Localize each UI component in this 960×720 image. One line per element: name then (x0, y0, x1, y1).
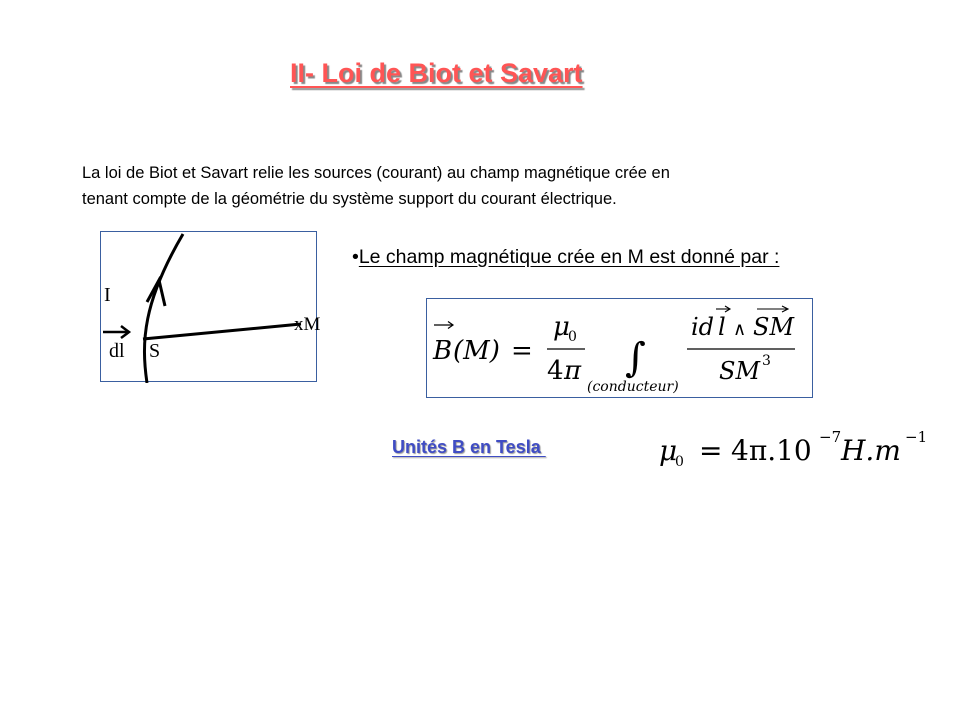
intro-paragraph (82, 160, 862, 212)
formula-integral: ∫ (625, 335, 646, 381)
wire-diagram-svg (101, 232, 321, 383)
mu0-symbol: μ (659, 434, 678, 467)
formula-den-SM: SM (719, 357, 761, 385)
formula-B-arg: (M) (453, 336, 500, 366)
label-dl: dl (109, 340, 125, 362)
formula-num-l: l (718, 313, 726, 341)
mu0-exponent: −7 (819, 428, 842, 446)
s-to-m-line (143, 324, 301, 339)
mu0-unit-exp: −1 (905, 428, 928, 446)
mu0-unit: H.m (841, 434, 901, 467)
mu0-constant (655, 418, 935, 478)
formula-svg (427, 299, 814, 399)
formula-equals: = (511, 336, 533, 366)
mu0-equals: = (699, 434, 723, 467)
formula-mu: μ (553, 312, 570, 342)
formula-num-SM: SM (753, 313, 795, 341)
mu0-sub: 0 (675, 454, 684, 470)
label-current-I: I (104, 284, 111, 306)
units-label: Unités B en Tesla (392, 437, 546, 457)
bullet-text: Le champ magnétique crée en M est donné par : (358, 246, 780, 268)
bullet-dot: • (352, 246, 359, 268)
slide-title: II- Loi de Biot et Savart (290, 58, 583, 88)
current-wire-diagram (100, 231, 321, 382)
formula-den-pi: π (564, 356, 582, 386)
formula-den-4: 4 (547, 356, 564, 386)
formula-den-exp: 3 (762, 353, 771, 369)
formula-mu-sub: 0 (568, 329, 577, 345)
intro-line-1: La loi de Biot et Savart relie les sources (courant) au champ magnétique crée en (82, 164, 670, 182)
label-point-S: S (149, 340, 161, 362)
formula-wedge: ∧ (733, 319, 747, 340)
label-point-M: xM (294, 314, 321, 335)
formula-B: B (433, 336, 453, 366)
bullet-field-statement (352, 246, 779, 269)
mu0-value: 4π.10 (731, 434, 812, 467)
biot-savart-formula (426, 298, 813, 398)
intro-line-2: tenant compte de la géométrie du système support du courant électrique. (82, 190, 617, 208)
formula-integral-sub: (conducteur) (587, 379, 679, 395)
formula-num-id: id (691, 313, 715, 341)
